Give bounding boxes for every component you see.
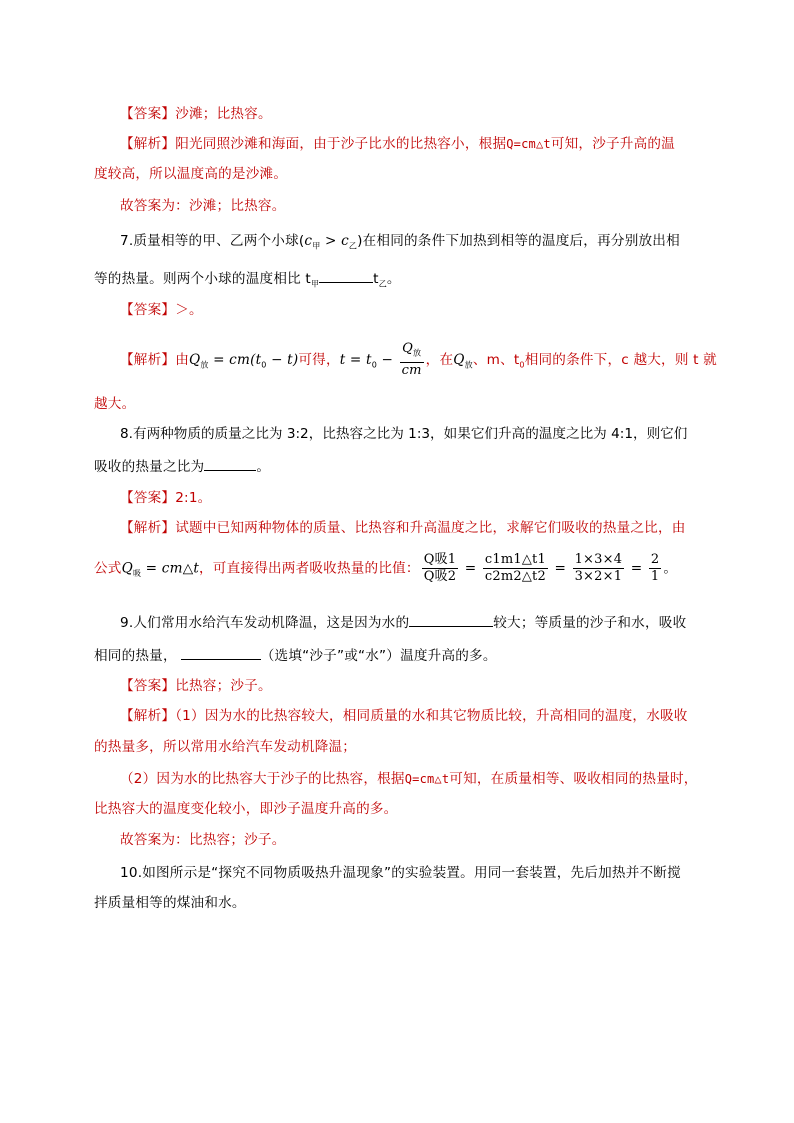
math: 1×3×4 <box>574 552 623 567</box>
q7-stem-cont <box>94 268 401 295</box>
q7-analysis-cont <box>94 394 135 414</box>
question-text: 等的热量。则两个小球的温度相比 t <box>94 271 311 287</box>
fraction <box>400 341 424 379</box>
math: − t) <box>266 351 299 368</box>
question-text: 。 <box>386 271 401 287</box>
math-sub: 0 <box>261 360 267 370</box>
q7-analysis <box>120 341 717 379</box>
answer-text: 比热容；沙子。 <box>175 678 272 694</box>
q9-analysis-2-cont <box>94 799 397 819</box>
answer-blank[interactable] <box>181 645 261 660</box>
question-text: 。 <box>256 459 271 475</box>
math: Q <box>453 351 465 368</box>
conclusion-text: 故答案为：比热容；沙子。 <box>120 832 286 848</box>
math: c <box>304 233 313 249</box>
q8-analysis-cont <box>94 552 677 586</box>
q9-analysis <box>120 706 688 726</box>
analysis-text: （2）因为水的比热容大于沙子的比热容，根据 <box>120 771 405 787</box>
math: c1m1△t1 <box>484 552 546 567</box>
math: − <box>377 351 398 368</box>
fraction <box>573 552 625 585</box>
q9-analysis-2 <box>120 769 698 789</box>
answer-text: 沙滩；比热容。 <box>175 106 272 122</box>
q9-stem <box>120 612 686 633</box>
question-text: 8.有两种物质的质量之比为 3:2，比热容之比为 1:3，如果它们升高的温度之比为 4:1，则它们 <box>120 426 688 442</box>
analysis-text: 可得， <box>298 351 340 368</box>
analysis-tag: 【解析】 <box>120 136 176 152</box>
fraction <box>649 552 661 585</box>
analysis-text: 比热容大的温度变化较小，即沙子温度升高的多。 <box>94 801 398 817</box>
math-sub: 放 <box>200 360 209 370</box>
question-text: 较大；等质量的沙子和水，吸收 <box>493 615 687 631</box>
math: = <box>460 560 481 577</box>
question-text: )在相同的条件下加热到相等的温度后，再分别放出相 <box>357 233 680 249</box>
math: = <box>549 560 571 577</box>
answer-text: 2:1。 <box>175 490 212 506</box>
analysis-text: 、m、t <box>472 351 520 368</box>
math: t = t <box>339 351 372 368</box>
math-sub: 吸 <box>132 569 142 579</box>
answer-tag: 【答案】 <box>120 490 176 506</box>
math: Q <box>402 341 413 356</box>
q6-answer <box>120 104 272 124</box>
math-sub: 0 <box>519 360 525 370</box>
answer-tag: 【答案】 <box>120 302 176 318</box>
math-sub: 放 <box>412 348 422 358</box>
q6-analysis-cont <box>94 164 287 184</box>
math: c2m2△t2 <box>484 569 546 584</box>
math: 2 <box>650 552 660 567</box>
formula: Q=cm△t <box>404 772 450 786</box>
formula: Q=cm△t <box>506 137 551 151</box>
question-text: （选填“沙子”或“水”）温度升高的多。 <box>260 648 497 664</box>
fraction <box>483 552 548 585</box>
q10-stem <box>120 863 681 883</box>
answer-tag: 【答案】 <box>120 106 176 122</box>
math: > <box>320 233 342 249</box>
math: Q <box>188 351 201 368</box>
question-text: 9.人们常用水给汽车发动机降温，这是因为水的 <box>120 615 410 631</box>
math: Q <box>121 560 133 577</box>
q8-stem <box>120 424 687 444</box>
q6-analysis <box>120 134 675 154</box>
conclusion-text: 故答案为：沙滩；比热容。 <box>120 198 286 214</box>
math-sub: 0 <box>371 360 378 370</box>
math: c <box>341 233 349 249</box>
math-sub: 甲 <box>310 279 320 289</box>
analysis-text: ，可直接得出两者吸收热量的比值： <box>199 560 420 577</box>
q8-stem-cont <box>94 456 270 477</box>
math: 3×2×1 <box>574 569 623 584</box>
question-text: 7.质量相等的甲、乙两个小球( <box>120 233 305 249</box>
analysis-tag: 【解析】 <box>120 708 176 724</box>
analysis-text: 试题中已知两种物体的质量、比热容和升高温度之比，求解它们吸收的热量之比，由 <box>175 520 686 536</box>
fraction <box>422 552 459 585</box>
question-text: 拌质量相等的煤油和水。 <box>94 895 246 911</box>
analysis-text: 越大。 <box>94 396 136 412</box>
answer-blank[interactable] <box>319 268 373 283</box>
analysis-text: 可知，沙子升高的温 <box>550 136 675 152</box>
analysis-tag: 【解析】 <box>120 520 176 536</box>
question-text: 相同的热量， <box>94 648 177 664</box>
q8-answer <box>120 488 211 508</box>
math: 1 <box>650 569 660 584</box>
question-text: 10.如图所示是“探究不同物质吸热升温现象”的实验装置。用同一套装置，先后加热并不断搅 <box>120 865 681 881</box>
q9-answer <box>120 676 272 696</box>
analysis-text: ，在 <box>425 351 454 368</box>
q6-conclusion <box>120 196 286 216</box>
math: = cm(t <box>208 351 262 368</box>
math: Q吸2 <box>423 569 457 584</box>
q9-stem-cont <box>94 645 497 666</box>
math-sub: 乙 <box>378 279 387 289</box>
analysis-text: （1）因为水的比热容较大，相同质量的水和其它物质比较，升高相同的温度，水吸收 <box>175 708 688 724</box>
q8-analysis <box>120 518 686 538</box>
analysis-text: 阳光同照沙滩和海面，由于沙子比水的比热容小，根据 <box>175 136 507 152</box>
math: = <box>626 560 647 577</box>
answer-blank[interactable] <box>409 612 493 627</box>
analysis-text: 由 <box>175 351 189 368</box>
answer-text: ＞。 <box>175 302 203 318</box>
math: t <box>373 271 379 287</box>
question-text: 吸收的热量之比为 <box>94 459 205 475</box>
q9-conclusion <box>120 830 286 850</box>
analysis-text: 可知，在质量相等、吸收相同的热量时， <box>449 771 698 787</box>
answer-tag: 【答案】 <box>120 678 176 694</box>
analysis-text: 度较高，所以温度高的是沙滩。 <box>94 166 288 182</box>
analysis-text: 公式 <box>94 560 122 577</box>
math: = cm△t <box>141 560 200 577</box>
analysis-tag: 【解析】 <box>120 351 176 368</box>
analysis-text: 相同的条件下，c 越大，则 t 就 <box>524 351 717 368</box>
question-text: 。 <box>663 560 678 577</box>
q7-answer <box>120 300 203 320</box>
analysis-text: 的热量多，所以常用水给汽车发动机降温； <box>94 739 357 755</box>
math-sub: 放 <box>464 360 473 370</box>
math: Q吸1 <box>423 552 457 567</box>
math-sub: 甲 <box>312 241 321 251</box>
answer-blank[interactable] <box>204 456 256 471</box>
math: cm <box>401 362 422 378</box>
math-sub: 乙 <box>348 241 358 251</box>
q10-stem-cont <box>94 893 246 913</box>
q9-analysis-cont <box>94 737 356 757</box>
q7-stem <box>120 231 680 257</box>
